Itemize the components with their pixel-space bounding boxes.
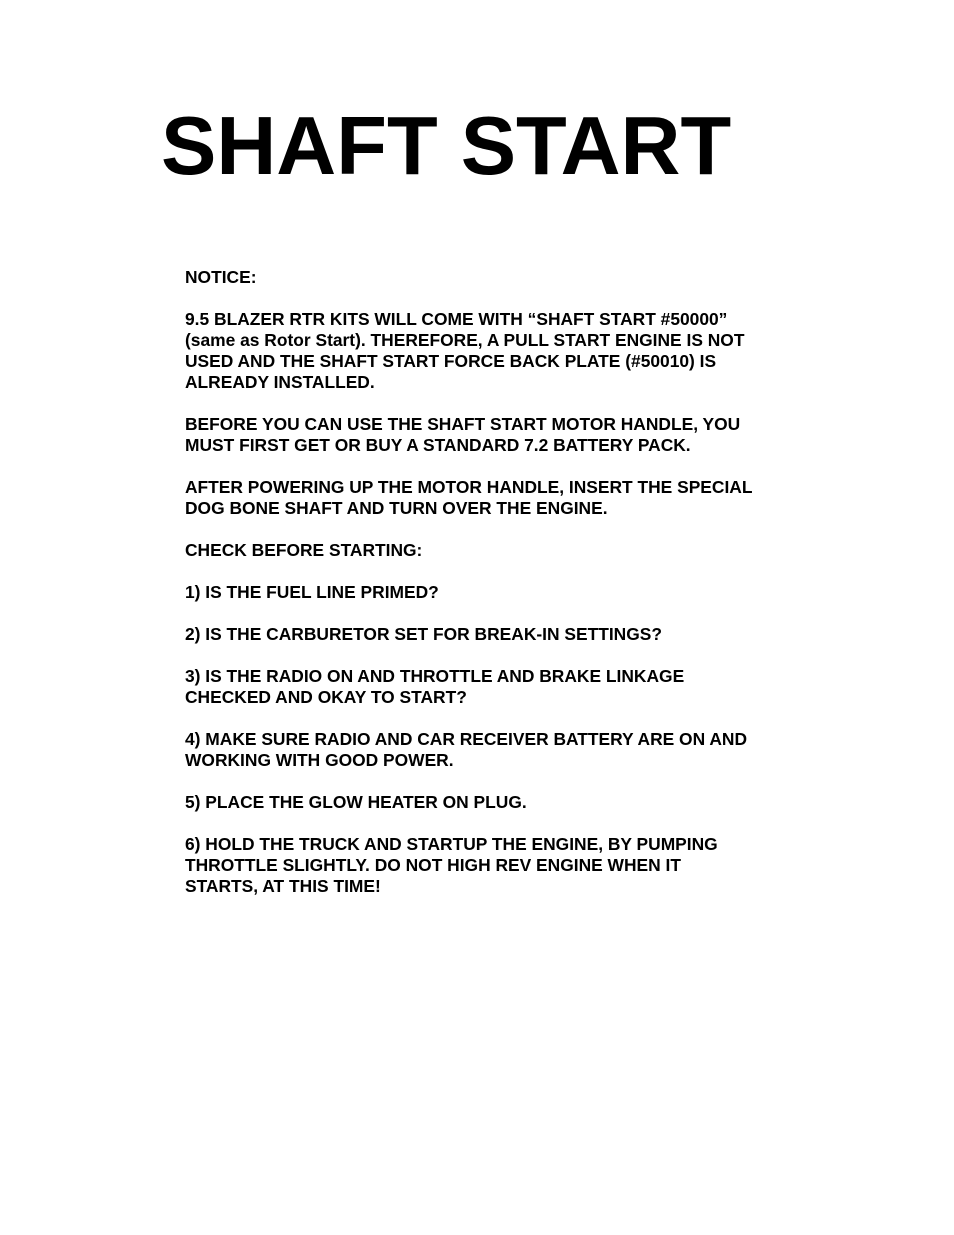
text-line: 9.5 BLAZER RTR KITS WILL COME WITH “SHAFT START #50000” <box>185 309 728 329</box>
text-line: 4) MAKE SURE RADIO AND CAR RECEIVER BATTERY ARE ON AND <box>185 729 748 749</box>
checklist-heading: CHECK BEFORE STARTING: <box>185 540 423 560</box>
text-line: 2) IS THE CARBURETOR SET FOR BREAK-IN SETTINGS? <box>185 624 662 644</box>
text-line: USED AND THE SHAFT START FORCE BACK PLATE (#50010) IS <box>185 351 717 371</box>
text-line: 1) IS THE FUEL LINE PRIMED? <box>185 582 439 602</box>
notice-heading: NOTICE: <box>185 267 257 287</box>
text-line: STARTS, AT THIS TIME! <box>185 876 381 896</box>
text-line: AFTER POWERING UP THE MOTOR HANDLE, INSERT THE SPECIAL <box>185 477 753 497</box>
text-line: CHECKED AND OKAY TO START? <box>185 687 467 707</box>
text-line: 6) HOLD THE TRUCK AND STARTUP THE ENGINE, BY PUMPING <box>185 834 718 854</box>
text-line: 3) IS THE RADIO ON AND THROTTLE AND BRAKE LINKAGE <box>185 666 685 686</box>
checklist-item <box>185 729 825 771</box>
text-line: (same as Rotor Start). THEREFORE, A PULL START ENGINE IS NOT <box>185 330 745 350</box>
paragraph-motor-handle <box>185 477 825 519</box>
text-line: 5) PLACE THE GLOW HEATER ON PLUG. <box>185 792 527 812</box>
text-line: BEFORE YOU CAN USE THE SHAFT START MOTOR HANDLE, YOU <box>185 414 741 434</box>
checklist-item <box>185 582 825 603</box>
text-line: ALREADY INSTALLED. <box>185 372 375 392</box>
text-line: DOG BONE SHAFT AND TURN OVER THE ENGINE. <box>185 498 608 518</box>
text-line: WORKING WITH GOOD POWER. <box>185 750 454 770</box>
page-title: SHAFT START <box>161 99 732 192</box>
text-line: MUST FIRST GET OR BUY A STANDARD 7.2 BATTERY PACK. <box>185 435 691 455</box>
document-body <box>185 267 825 918</box>
checklist-item <box>185 624 825 645</box>
paragraph-rtr-kit <box>185 309 825 393</box>
paragraph-battery <box>185 414 825 456</box>
checklist-item <box>185 792 825 813</box>
checklist-item <box>185 834 825 897</box>
checklist-item <box>185 666 825 708</box>
text-line: THROTTLE SLIGHTLY. DO NOT HIGH REV ENGINE WHEN IT <box>185 855 681 875</box>
